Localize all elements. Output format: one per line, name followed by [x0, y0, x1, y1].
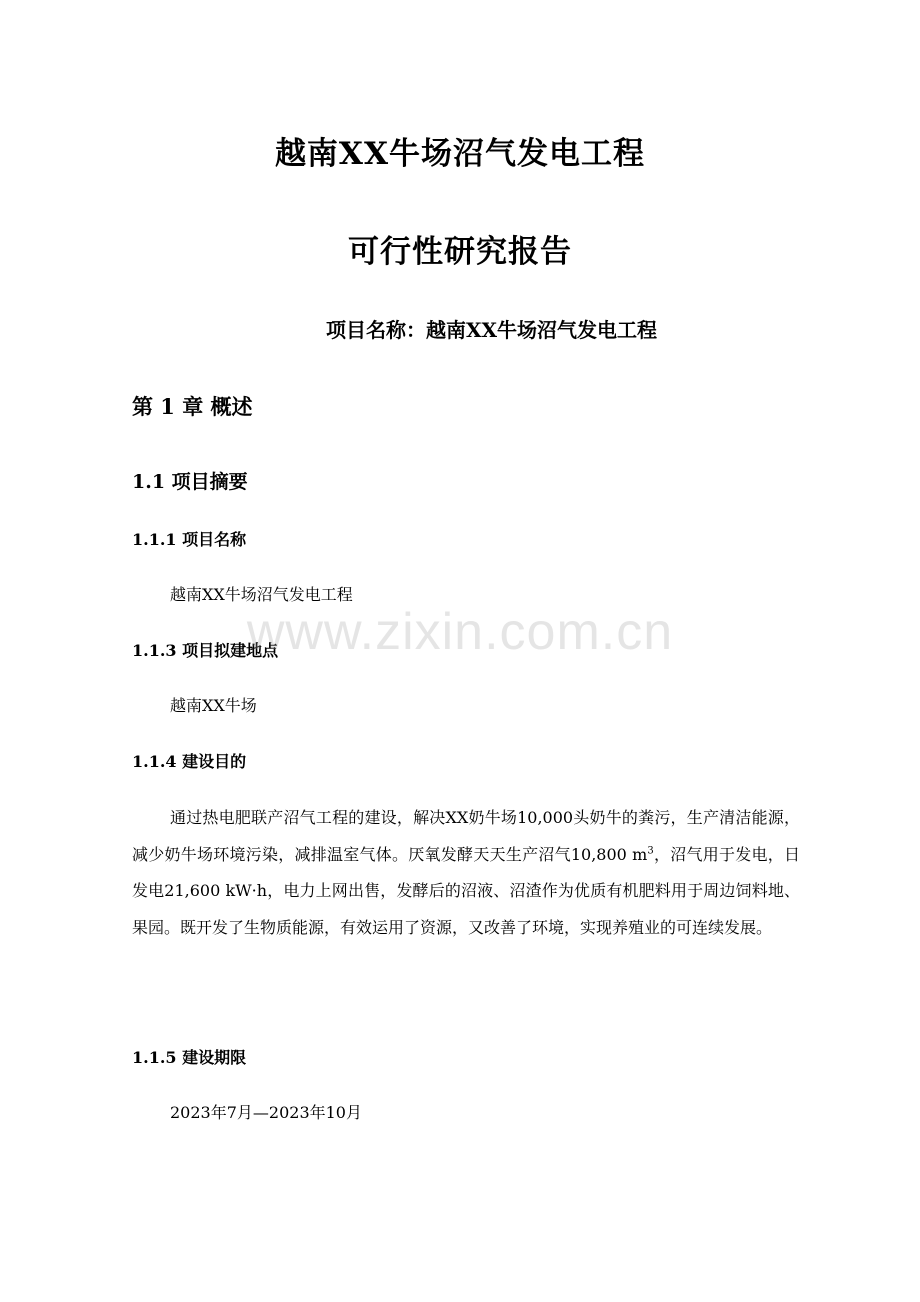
superscript-cubic: 3 — [647, 845, 654, 857]
project-name-text: 越南XX牛场沼气发电工程 — [170, 585, 353, 604]
section-heading-1-1-3: 1.1.3 项目拟建地点 — [132, 641, 279, 660]
construction-period-text: 2023年7月—2023年10月 — [170, 1103, 362, 1122]
site-location-text: 越南XX牛场 — [170, 696, 257, 715]
section-heading-1-1-1: 1.1.1 项目名称 — [132, 530, 247, 549]
section-heading-1-1-4: 1.1.4 建设目的 — [132, 752, 247, 771]
watermark: www.zixin.com.cn — [246, 603, 674, 661]
document-title: 越南XX牛场沼气发电工程 — [274, 136, 646, 172]
purpose-text-part1: 通过热电肥联产沼气工程的建设，解决XX奶牛场10,000头奶牛的粪污，生产清洁能源，减少奶牛场环境污染，减排温室气体。厌氧发酵天天生产沼气10,800 m — [132, 808, 800, 864]
document-subtitle: 可行性研究报告 — [348, 234, 572, 270]
construction-purpose-paragraph — [132, 800, 800, 946]
chapter-heading: 第 1 章 概述 — [132, 394, 253, 419]
section-heading-1-1: 1.1 项目摘要 — [132, 471, 248, 493]
purpose-text-part2: ，沼气用于发电，日发电21,600 kW·h，电力上网出售，发酵后的沼液、沼渣作为优质有机肥料用于周边饲料地、果园。既开发了生物质能源，有效运用了资源，又改善了环境，实现养殖业的可连续发展。 — [132, 844, 800, 937]
section-heading-1-1-5: 1.1.5 建设期限 — [132, 1048, 247, 1067]
project-name-line: 项目名称：越南XX牛场沼气发电工程 — [326, 318, 658, 342]
